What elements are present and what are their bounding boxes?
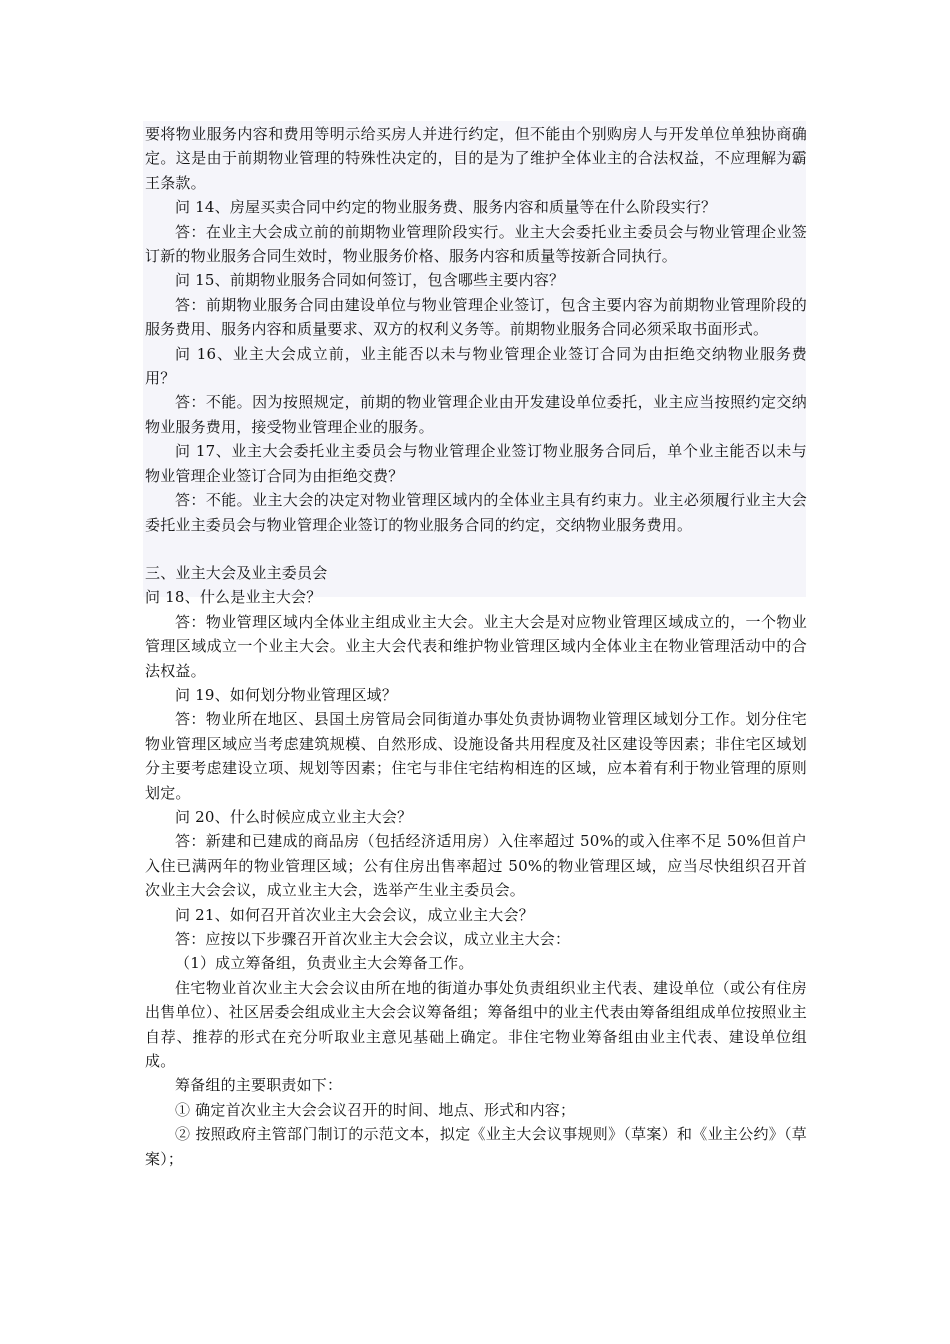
list-item: ① 确定首次业主大会会议召开的时间、地点、形式和内容； xyxy=(175,1100,576,1119)
answer-20: 答：新建和已建成的商品房（包括经济适用房）入住率超过 50%的或入住率不足 50%但首户入住已满两年的物业管理区域；公有住房出售率超过 50%的物业管理区域，应当尽快组织召开首次业主大会会议，成立业主大会，选举产生业主委员会。 xyxy=(145,832,807,900)
answer-15: 答：前期物业服务合同由建设单位与物业管理企业签订，包含主要内容为前期物业管理阶段的服务费用、服务内容和质量要求、双方的权利义务等。前期物业服务合同必须采取书面形式。 xyxy=(145,295,807,339)
answer-18: 答：物业管理区域内全体业主组成业主大会。业主大会是对应物业管理区域成立的，一个物业管理区域成立一个业主大会。业主大会代表和维护物业管理区域内全体业主在物业管理活动中的合法权益。 xyxy=(145,612,807,680)
question-20: 问 20、什么时候应成立业主大会？ xyxy=(175,807,413,826)
question-18: 问 18、什么是业主大会？ xyxy=(145,588,322,607)
step-1: （1）成立筹备组，负责业主大会筹备工作。 xyxy=(175,954,474,973)
answer-19: 答：物业所在地区、县国土房管局会同街道办事处负责协调物业管理区域划分工作。划分住宅物业管理区域应当考虑建筑规模、自然形成、设施设备共用程度及社区建设等因素；非住宅区域划分主要考虑建设立项、规划等因素；住宅与非住宅结构相连的区域，应本着有利于物业管理的原则划定。 xyxy=(145,710,807,802)
document-body xyxy=(145,122,807,1171)
list-item: ② 按照政府主管部门制订的示范文本，拟定《业主大会议事规则》（草案）和《业主公约》（草案）； xyxy=(145,1125,807,1168)
answer-16: 答：不能。因为按照规定，前期的物业管理企业由开发建设单位委托，业主应当按照约定交纳物业服务费用，接受物业管理企业的服务。 xyxy=(145,393,807,436)
paragraph: 筹备组的主要职责如下： xyxy=(175,1076,343,1095)
spacer xyxy=(145,537,807,561)
answer-17: 答：不能。业主大会的决定对物业管理区域内的全体业主具有约束力。业主必须履行业主大会委托业主委员会与物业管理企业签订的物业服务合同的约定，交纳物业服务费用。 xyxy=(145,491,807,534)
paragraph: 要将物业服务内容和费用等明示给买房人并进行约定，但不能由个别购房人与开发单位单独协商确定。这是由于前期物业管理的特殊性决定的，目的是为了维护全体业主的合法权益，不应理解为霸王条款。 xyxy=(145,125,807,192)
question-15: 问 15、前期物业服务合同如何签订，包含哪些主要内容？ xyxy=(175,271,565,290)
answer-14: 答：在业主大会成立前的前期物业管理阶段实行。业主大会委托业主委员会与物业管理企业签订新的物业服务合同生效时，物业服务价格、服务内容和质量等按新合同执行。 xyxy=(145,222,807,266)
question-21: 问 21、如何召开首次业主大会会议，成立业主大会？ xyxy=(175,905,534,924)
question-16: 问 16、业主大会成立前，业主能否以未与物业管理企业签订合同为由拒绝交纳物业服务费用？ xyxy=(145,344,807,388)
question-17: 问 17、业主大会委托业主委员会与物业管理企业签订物业服务合同后，单个业主能否以未与物业管理企业签订合同为由拒绝交费？ xyxy=(145,442,807,485)
question-14: 问 14、房屋买卖合同中约定的物业服务费、服务内容和质量等在什么阶段实行？ xyxy=(175,198,717,217)
question-19: 问 19、如何划分物业管理区域？ xyxy=(175,685,398,704)
section-title: 三、业主大会及业主委员会 xyxy=(145,563,328,582)
paragraph: 住宅物业首次业主大会会议由所在地的街道办事处负责组织业主代表、建设单位（或公有住房出售单位）、社区居委会组成业主大会会议筹备组；筹备组中的业主代表由筹备组组成单位按照业主自荐、推荐的形式在充分听取业主意见基础上确定。非住宅物业筹备组由业主代表、建设单位组成。 xyxy=(145,978,807,1071)
answer-21: 答：应按以下步骤召开首次业主大会会议，成立业主大会： xyxy=(175,930,571,948)
